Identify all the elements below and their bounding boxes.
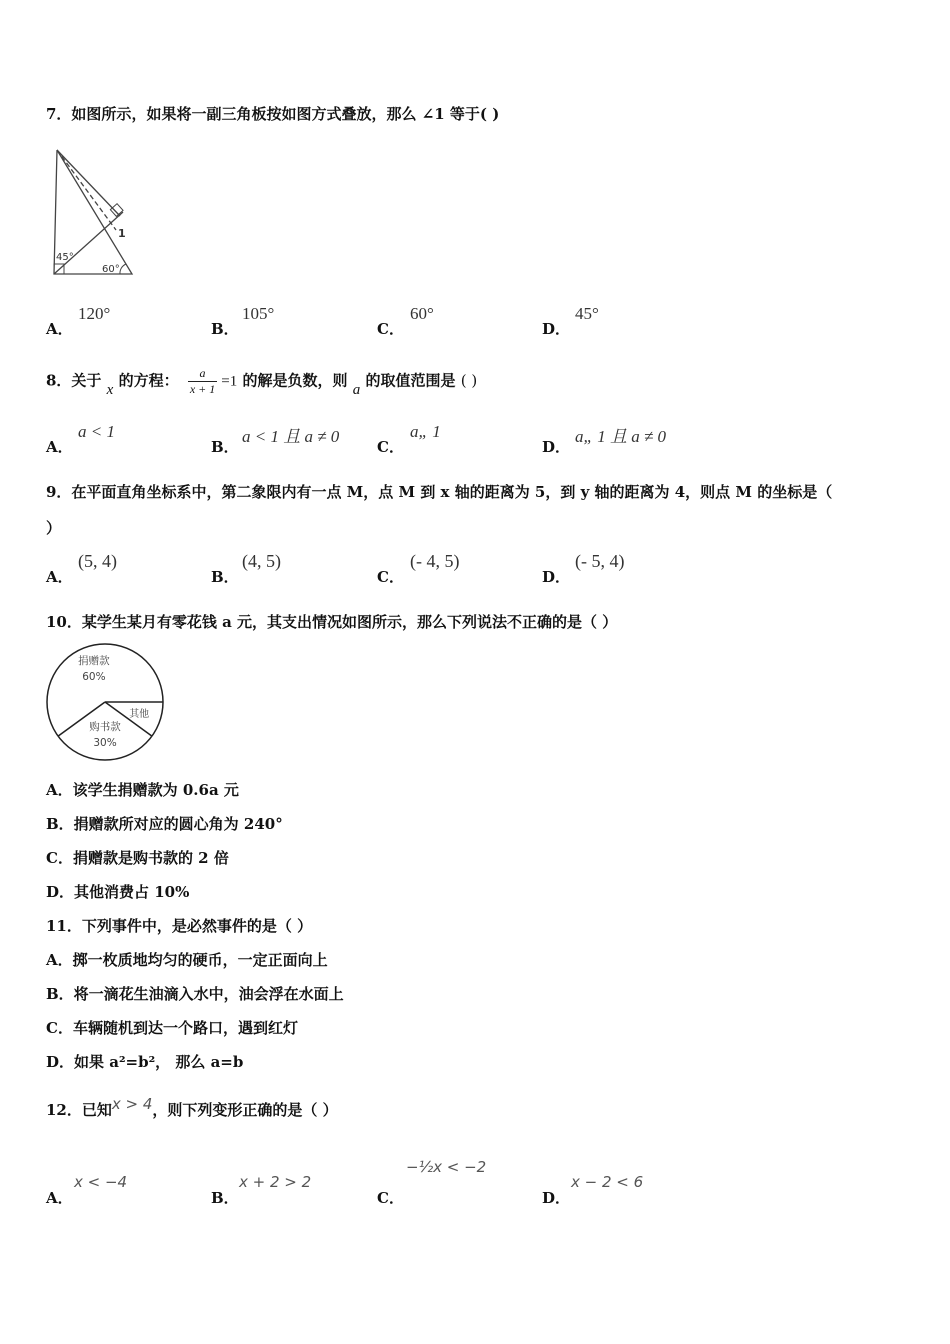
q8-option-c-letter: C．: [377, 438, 404, 456]
q12-option-c-value: −½x < −2: [406, 1158, 487, 1176]
q9-option-b-value: (4, 5): [242, 551, 281, 571]
pie-label-0: 捐赠款: [78, 654, 110, 667]
pie-value-0: 60%: [82, 670, 106, 683]
triangle-figure: [48, 146, 138, 278]
q9-option-a-value: (5, 4): [78, 551, 117, 571]
q8-post: 的解是负数，则: [242, 371, 348, 390]
q8-option-b-value: a < 1 且 a ≠ 0: [242, 427, 340, 446]
question-9-line1: 9．在平面直角坐标系中，第二象限内有一点 M，点 M 到 x 轴的距离为 5，到 y 轴的距离为 4，则点 M 的坐标是（: [46, 483, 833, 501]
q9-option-c-value: (- 4, 5): [410, 551, 460, 571]
q10-option-a: A．该学生捐赠款为 0.6a 元: [46, 781, 239, 799]
question-10-text: 10．某学生某月有零花钱 a 元，其支出情况如图所示，那么下列说法不正确的是（ ）: [46, 613, 618, 631]
q7-option-b-value: 105°: [242, 304, 275, 323]
q9-option-a-letter: A．: [46, 568, 73, 586]
q11-option-b: B．将一滴花生油滴入水中，油会浮在水面上: [46, 985, 344, 1003]
q12-pre: 12．已知: [46, 1101, 112, 1119]
q7-option-a-letter: A．: [46, 320, 73, 338]
q7-option-c-value: 60°: [410, 304, 434, 323]
q8-option-d-value: a„ 1 且 a ≠ 0: [575, 427, 667, 446]
question-11-text: 11．下列事件中，是必然事件的是（ ）: [46, 917, 313, 935]
angle-45-label: 45°: [56, 252, 74, 263]
q12-option-a-letter: A．: [46, 1189, 73, 1207]
q12-option-b-letter: B．: [211, 1189, 239, 1207]
pie-label-2: 其他: [129, 709, 150, 721]
q7-option-c-letter: C．: [377, 320, 404, 338]
q8-var-a: a: [352, 381, 361, 398]
q8-option-b-letter: B．: [211, 438, 239, 456]
q11-option-d: D．如果 a²=b²， 那么 a=b: [46, 1053, 244, 1071]
pie-label-1: 购书款: [89, 720, 121, 733]
q12-option-d-letter: D．: [542, 1189, 571, 1207]
q8-option-a-letter: A．: [46, 438, 73, 456]
q12-cond: x > 4: [111, 1095, 153, 1113]
q9-option-b-letter: B．: [211, 568, 239, 586]
q9-option-d-value: (- 5, 4): [575, 551, 625, 571]
pie-value-1: 30%: [93, 736, 117, 749]
q12-option-b-value: x + 2 > 2: [239, 1173, 312, 1191]
q8-var-x: x: [106, 381, 114, 398]
angle-1-label: 1: [118, 227, 126, 240]
question-9-line2: ）: [46, 519, 62, 537]
q7-option-d-value: 45°: [575, 304, 599, 323]
q8-option-c-value: a„ 1: [410, 422, 441, 441]
q8-fraction: [188, 366, 217, 397]
q10-option-c: C．捐赠款是购书款的 2 倍: [46, 849, 229, 867]
q10-option-b: B．捐赠款所对应的圆心角为 240°: [46, 815, 283, 833]
q9-option-c-letter: C．: [377, 568, 404, 586]
q8-end: 的取值范围是: [365, 371, 456, 390]
q8-mid: 的方程：: [118, 371, 179, 390]
q7-option-a-value: 120°: [78, 304, 111, 323]
q11-option-c: C．车辆随机到达一个路口，遇到红灯: [46, 1019, 298, 1037]
q11-option-a: A．掷一枚质地均匀的硬币，一定正面向上: [46, 951, 328, 969]
q12-option-a-value: x < −4: [74, 1173, 128, 1191]
q12-option-d-value: x − 2 < 6: [571, 1173, 644, 1191]
angle-60-label: 60°: [102, 264, 120, 275]
q10-option-d: D．其他消费占 10%: [46, 883, 190, 901]
q12-post: ，则下列变形正确的是（ ）: [152, 1101, 338, 1119]
q8-frac-den: x + 1: [189, 382, 216, 396]
question-7-text: 7．如图所示，如果将一副三角板按如图方式叠放，那么 ∠1 等于( ): [46, 105, 500, 123]
q8-option-d-letter: D．: [542, 438, 571, 456]
q12-option-c-letter: C．: [377, 1189, 404, 1207]
q8-frac-num: a: [188, 366, 217, 382]
q8-paren: ( ): [460, 371, 478, 390]
q8-eq: =1: [221, 373, 238, 390]
q8-option-a-value: a < 1: [78, 422, 115, 441]
q9-option-d-letter: D．: [542, 568, 571, 586]
pie-chart: [43, 642, 167, 764]
q7-option-d-letter: D．: [542, 320, 571, 338]
question-8-text: [46, 366, 477, 397]
q7-option-b-letter: B．: [211, 320, 239, 338]
q8-pre: 8．关于: [46, 371, 102, 390]
question-12-text: [46, 1095, 338, 1120]
